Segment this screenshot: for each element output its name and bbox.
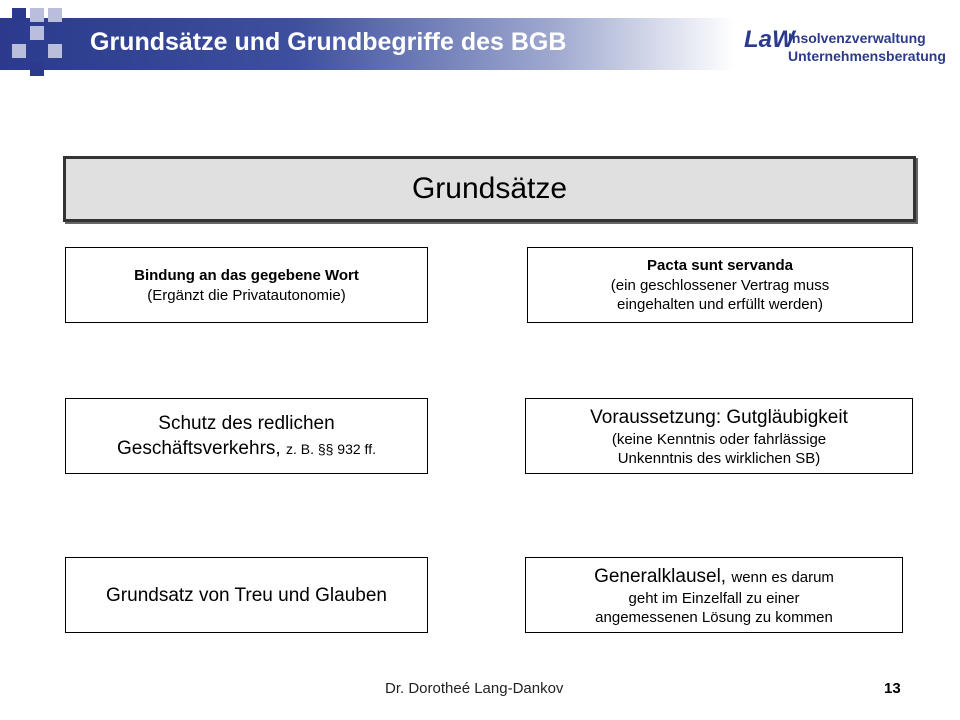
box-generalklausel (525, 557, 903, 633)
box-verkehrsschutz (65, 398, 428, 474)
box-generalklausel-line2: geht im Einzelfall zu einer (628, 589, 800, 607)
box-pacta-title: Pacta sunt servanda (647, 257, 793, 274)
logo-mark: LaW (744, 26, 795, 53)
box-verkehrsschutz-line2 (117, 436, 376, 462)
company-logo (744, 26, 944, 70)
box-gutglaeubigkeit (525, 398, 913, 474)
box-bindung-title: Bindung an das gegebene Wort (134, 266, 359, 284)
box-verkehrsschutz-line2b: z. B. §§ 932 ff. (285, 440, 376, 457)
box-generalklausel-line3: angemessenen Lösung zu kommen (595, 608, 833, 626)
decorative-squares (0, 0, 90, 80)
box-pacta (527, 247, 913, 323)
box-gutglaeubigkeit-line3: Unkenntnis des wirklichen SB) (617, 449, 821, 467)
logo-line-2: Unternehmensberatung (788, 48, 946, 64)
principles-heading-box (63, 156, 916, 222)
box-gutglaeubigkeit-line2: (keine Kenntnis oder fahrlässige (611, 430, 827, 448)
box-gutglaeubigkeit-title: Voraussetzung: Gutgläubigkeit (590, 406, 848, 428)
box-bindung-sub: (Ergänzt die Privatautonomie) (147, 286, 346, 304)
box-pacta-line3: eingehalten und erfüllt werden) (617, 296, 823, 313)
box-treu-glauben (65, 557, 428, 633)
box-generalklausel-line1 (594, 564, 834, 589)
box-generalklausel-line1a: Generalklausel, (594, 565, 727, 587)
page-number: 13 (884, 680, 901, 697)
logo-line-1: Insolvenzverwaltung (788, 30, 926, 46)
box-pacta-line2: (ein geschlossener Vertrag muss (610, 277, 830, 294)
slide-title: Grundsätze und Grundbegriffe des BGB (90, 28, 567, 56)
principles-heading: Grundsätze (411, 172, 568, 205)
footer-author: Dr. Dorotheé Lang-Dankov (385, 680, 564, 697)
box-verkehrsschutz-line2a: Geschäftsverkehrs, (117, 437, 281, 459)
box-generalklausel-line1b: wenn es darum (731, 568, 834, 586)
box-verkehrsschutz-line1: Schutz des redlichen (158, 412, 335, 434)
box-treu-glauben-title: Grundsatz von Treu und Glauben (106, 584, 387, 606)
box-bindung (65, 247, 428, 323)
